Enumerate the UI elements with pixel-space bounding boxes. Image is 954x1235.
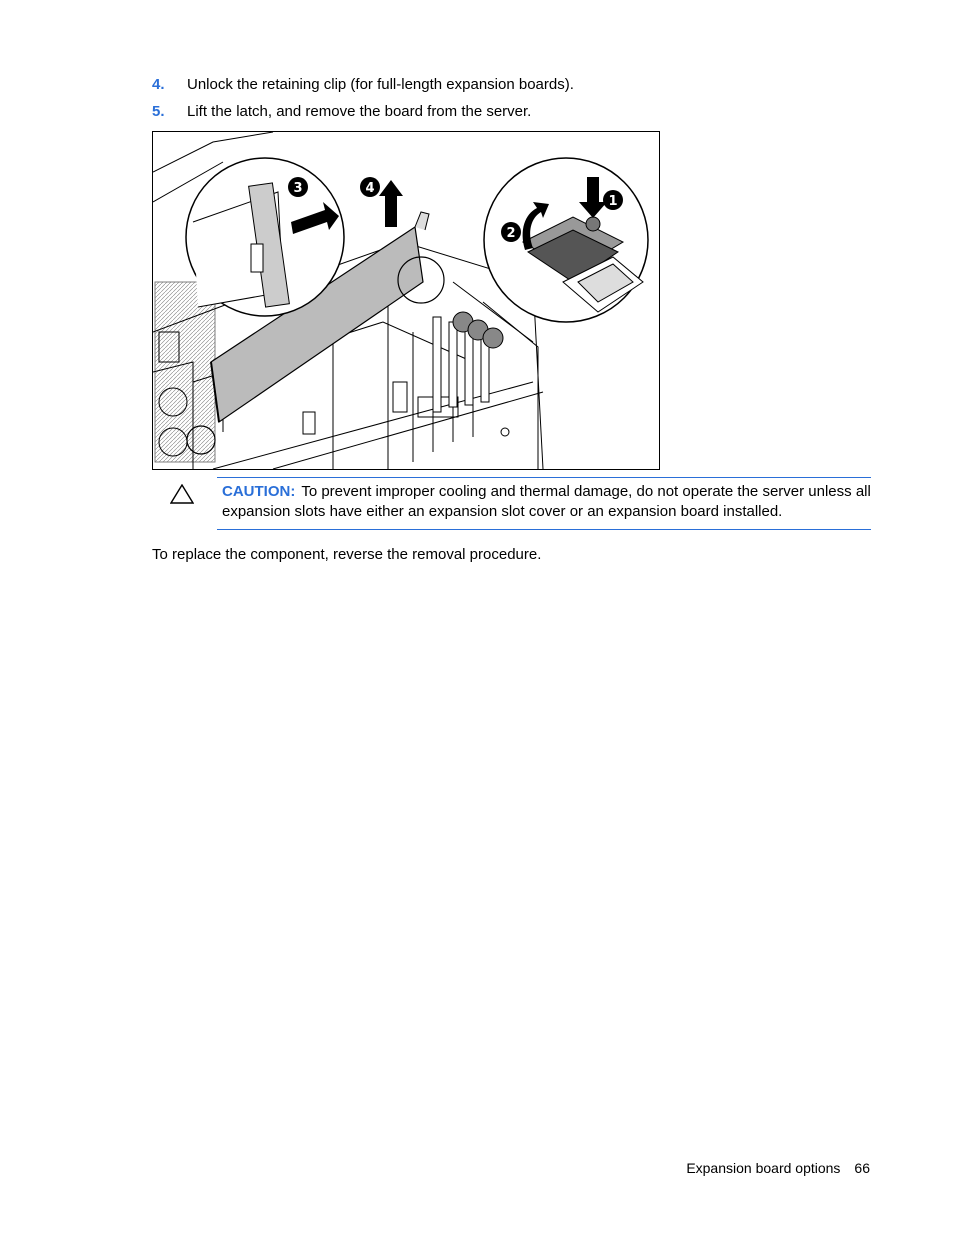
callout-2-label: 2: [506, 226, 516, 241]
step-text: Lift the latch, and remove the board from the server.: [187, 103, 532, 120]
callout-1-label: 1: [608, 194, 618, 209]
warning-triangle-icon: [170, 484, 194, 504]
callout-1: [603, 190, 623, 210]
removal-illustration: [152, 131, 660, 470]
step-4: [152, 76, 574, 94]
callout-3: [288, 177, 308, 197]
zoom-circle-retaining-clip: [186, 158, 344, 316]
lift-arrow-icon: [379, 180, 403, 227]
callout-4-label: 4: [365, 181, 375, 196]
caution-message: [222, 482, 872, 522]
step-number: 5.: [152, 103, 165, 120]
callout-3-label: 3: [293, 181, 303, 196]
step-number: 4.: [152, 76, 165, 93]
footer-section: Expansion board options: [686, 1160, 841, 1176]
step-text: Unlock the retaining clip (for full-length expansion boards).: [187, 76, 574, 93]
step-5: [152, 103, 531, 121]
callout-2: [501, 222, 521, 242]
caution-body: To prevent improper cooling and thermal damage, do not operate the server unless all expansion slots have either an expansion slot cover or an expansion board installed.: [222, 483, 871, 520]
page-footer: [686, 1159, 870, 1177]
replacement-note: To replace the component, reverse the removal procedure.: [152, 546, 542, 563]
callout-4: [360, 177, 380, 197]
page-number: 66: [854, 1160, 870, 1176]
caution-label: CAUTION:: [222, 483, 296, 500]
server-diagram: [153, 132, 659, 469]
